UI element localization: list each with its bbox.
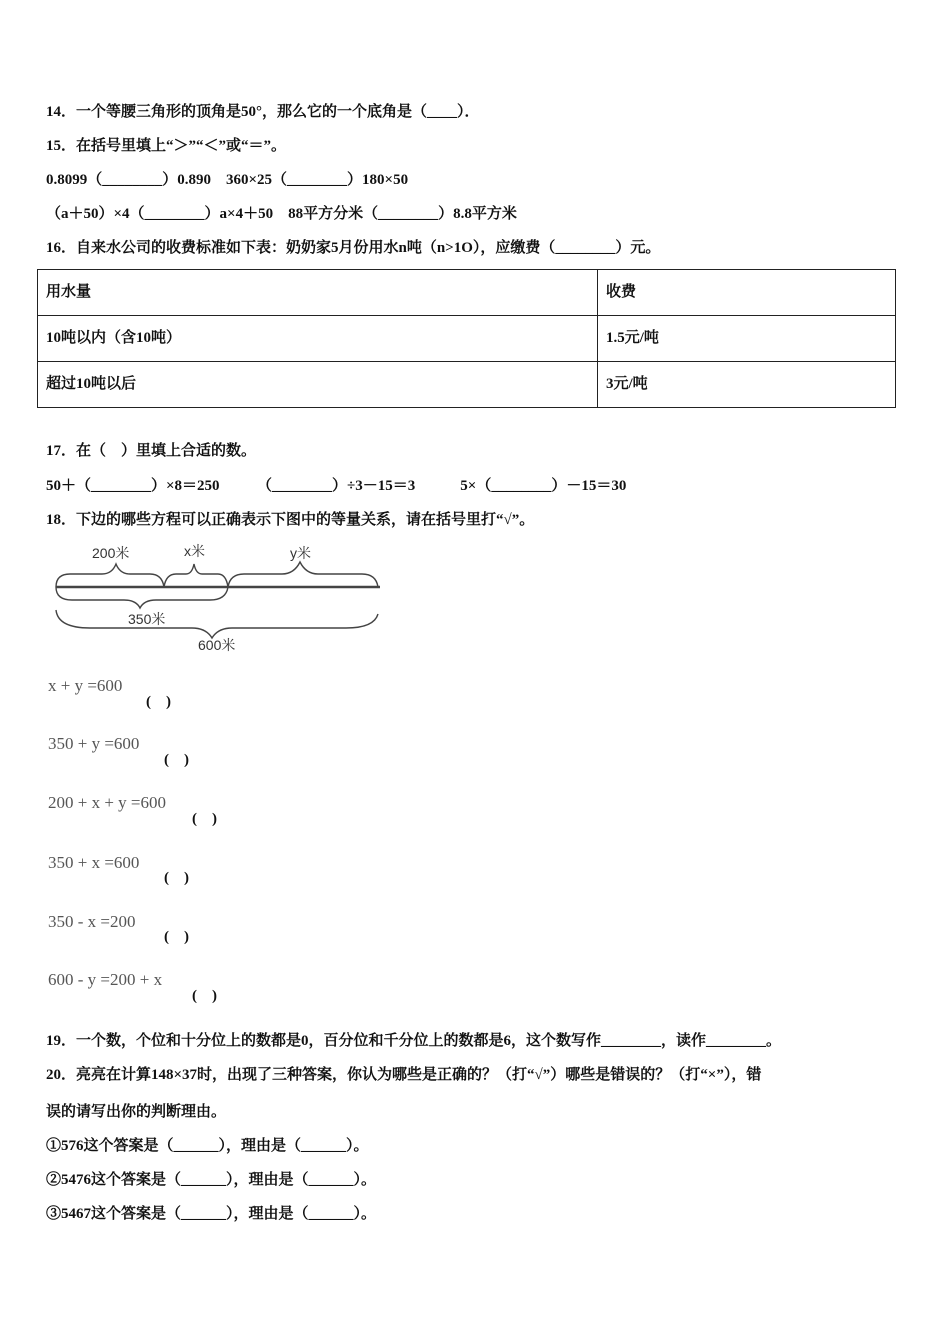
- question-16-title: 16．自来水公司的收费标准如下表：奶奶家5月份用水n吨（n>1O），应缴费（________）元。: [46, 240, 661, 256]
- table-row: [38, 270, 896, 316]
- answer-blank-1[interactable]: ( ): [146, 694, 171, 710]
- question-15-row-1: 0.8099（________）0.890 360×25（________）180×50: [46, 172, 409, 188]
- table-cell: 超过10吨以后: [38, 362, 598, 408]
- question-20-line-1: 20．亮亮在计算148×37时，出现了三种答案，你认为哪些是正确的？（打“√”）哪些是错误的？（打“×”），错: [46, 1067, 762, 1083]
- equation-4: 350 + x =600: [48, 853, 140, 872]
- question-20-line-2: 误的请写出你的判断理由。: [46, 1104, 227, 1120]
- label-350: 350米: [128, 611, 166, 627]
- question-20-item-2: ②5476这个答案是（______），理由是（______）。: [46, 1172, 377, 1188]
- table-cell: 1.5元/吨: [598, 316, 896, 362]
- water-fee-table: [37, 269, 896, 408]
- question-17-row: 50＋（________）×8＝250 （________）÷3－15＝3 5×（________）－15＝30: [46, 478, 627, 494]
- question-19: 19．一个数，个位和十分位上的数都是0，百分位和千分位上的数都是6，这个数写作________，读作________。: [46, 1033, 782, 1049]
- label-y: y米: [290, 545, 311, 561]
- answer-blank-5[interactable]: ( ): [164, 929, 189, 945]
- equation-6: 600 - y =200 + x: [48, 970, 163, 989]
- answer-blank-6[interactable]: ( ): [192, 988, 217, 1004]
- question-18-title: 18．下边的哪些方程可以正确表示下图中的等量关系，请在括号里打“√”。: [46, 512, 535, 528]
- question-14: 14．一个等腰三角形的顶角是50°，那么它的一个底角是（____）．: [46, 104, 480, 120]
- table-cell: 收费: [598, 270, 896, 316]
- label-200: 200米: [92, 545, 130, 561]
- answer-blank-4[interactable]: ( ): [164, 870, 189, 886]
- question-15-title: 15．在括号里填上“＞”“＜”或“＝”。: [46, 138, 287, 154]
- equation-3: 200 + x + y =600: [48, 793, 167, 812]
- equation-2: 350 + y =600: [48, 734, 140, 753]
- answer-blank-3[interactable]: ( ): [192, 811, 217, 827]
- question-17-title: 17．在（ ）里填上合适的数。: [46, 443, 257, 459]
- table-row: [38, 316, 896, 362]
- table-row: [38, 362, 896, 408]
- label-x: x米: [184, 543, 205, 559]
- question-15-row-2: （a＋50）×4（________）a×4＋50 88平方分米（________）8.8平方米: [46, 206, 517, 222]
- table-cell: 10吨以内（含10吨）: [38, 316, 598, 362]
- segment-diagram: [50, 540, 390, 660]
- question-20-item-1: ①576这个答案是（______），理由是（______）。: [46, 1138, 369, 1154]
- equation-5: 350 - x =200: [48, 912, 136, 931]
- label-600: 600米: [198, 637, 236, 653]
- table-cell: 3元/吨: [598, 362, 896, 408]
- answer-blank-2[interactable]: ( ): [164, 752, 189, 768]
- table-cell: 用水量: [38, 270, 598, 316]
- equation-1: x + y =600: [48, 676, 123, 695]
- question-20-item-3: ③5467这个答案是（______），理由是（______）。: [46, 1206, 377, 1222]
